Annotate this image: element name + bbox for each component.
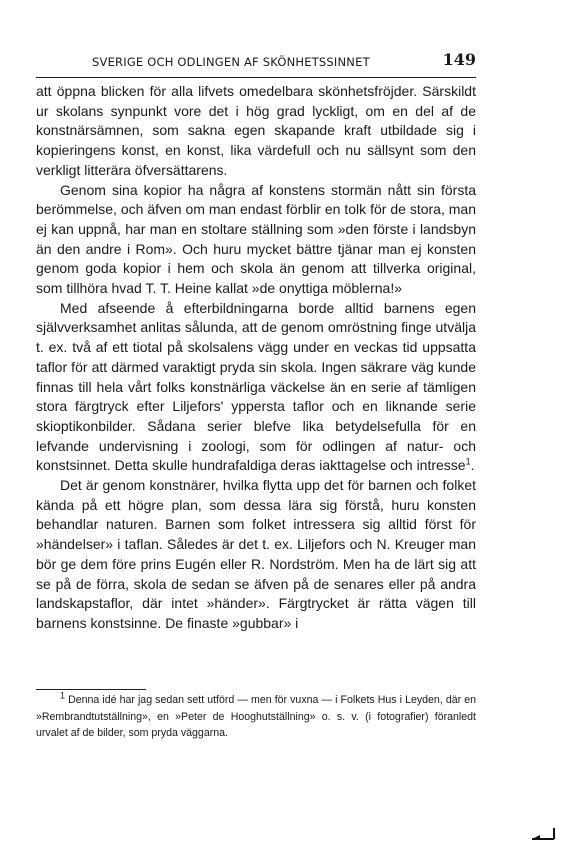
footnote <box>36 692 476 742</box>
page-number: 149 <box>442 50 476 69</box>
paragraph: Det är genom konstnärer, hvilka flytta upp det för barnen och folket kända på ett högre plan, som dessa lära sig förstå, huru konsten behandlar naturen. Barnen som folket intressera sig alltid först för »händelser» i taflan. Således är det t. ex. Liljefors och N. Kreuger man bör ge dem före prins Eugén eller R. Nordström. Men ha de lärt sig att se på de förra, skola de sedan se äfven på de senares eller på andra landskapstaflor, där intet »händer». Färgtrycket är rätta vägen till barnens konstsinne. De finaste »gubbar» i <box>36 477 476 631</box>
paragraph-text: Med afseende å efterbildningarna borde alltid barnens egen självverksamhet anlitas sålunda, att de genom omröstning finge utvälja t. ex. två af ett tiotal på skolsalens vägg under en veckas tid uppsatta taflor för att därmed varaktigt pryda sin skola. Ingen säkrare väg kunde finnas till hela vårt folks konstnärliga väckelse än en serie af tämligen stora färgtryck efter Liljefors' yppersta taflor och en liknande serie skioptikonbilder. Sådana serier blefve lika betydelsefulla för en lefvande undervisning i zoologi, som för odlingen af natur- och konstsinnet. Detta skulle hundrafaldiga deras iakttagelse och intresse <box>36 299 476 474</box>
header-rule <box>36 77 476 78</box>
footnote-reference: 1 <box>465 456 471 467</box>
printer-mark-icon <box>530 826 560 842</box>
paragraph: Med afseende å efterbildningarna borde alltid barnens egen självverksamhet anlitas sålunda, att de genom omröstning finge utvälja t. ex. två af ett tiotal på skolsalens vägg under en veckas tid uppsatta taflor för att därmed varaktigt pryda sin skola. Ingen säkrare väg kunde finnas till hela vårt folks konstnärliga väckelse än en serie af tämligen stora färgtryck efter Liljefors' yppersta taflor och en liknande serie skioptikonbilder. Sådana serier blefve lika betydelsefulla för en lefvande undervisning i zoologi, som för odlingen af natur- och konstsinnet. Detta skulle hundrafaldiga deras iakttagelse och intresse$^1$. <box>36 299 476 474</box>
paragraph: att öppna blicken för alla lifvets omedelbara skönhetsfröjder. Särskildt ur skolans synpunkt vore det i hög grad lyckligt, om en del af de konstnärsämnen, som sakna egen skapande kraft utbildade sig i kopieringens konst, en konst, lika värdefull och nu sällsynt som den verkligt litterära öfversättarens. <box>36 83 476 178</box>
page-header <box>36 50 476 70</box>
paragraph: Genom sina kopior ha några af konstens stormän nått sin första berömmelse, och äfven om man endast förblir en tolk för de stora, man ej kan uppnå, har man en stoltare ställning som »den förste i landsbyn än den andre i Rom». Och huru mycket bättre tjänar man ej konsten genom goda kopior i hem och skola än genom att tillverka original, som tillhöra hvad T. T. Heine kallat »de onyttiga möblerna!» <box>36 181 476 297</box>
footnotes <box>36 692 476 742</box>
running-title: SVERIGE OCH ODLINGEN AF SKÖNHETSSINNET <box>92 55 370 69</box>
body-text <box>36 82 476 634</box>
footnote-number: 1 <box>60 690 66 701</box>
footnote-text: Denna idé har jag sedan sett utförd — men för vuxna — i Folkets Hus i Leyden, där en »Rembrandtutställning», en »Peter de Hooghutställning» o. s. v. (i fotografier) föranledt urvalet af de bilder, som pryda väggarna. <box>36 694 476 739</box>
footnote-rule <box>36 689 146 690</box>
